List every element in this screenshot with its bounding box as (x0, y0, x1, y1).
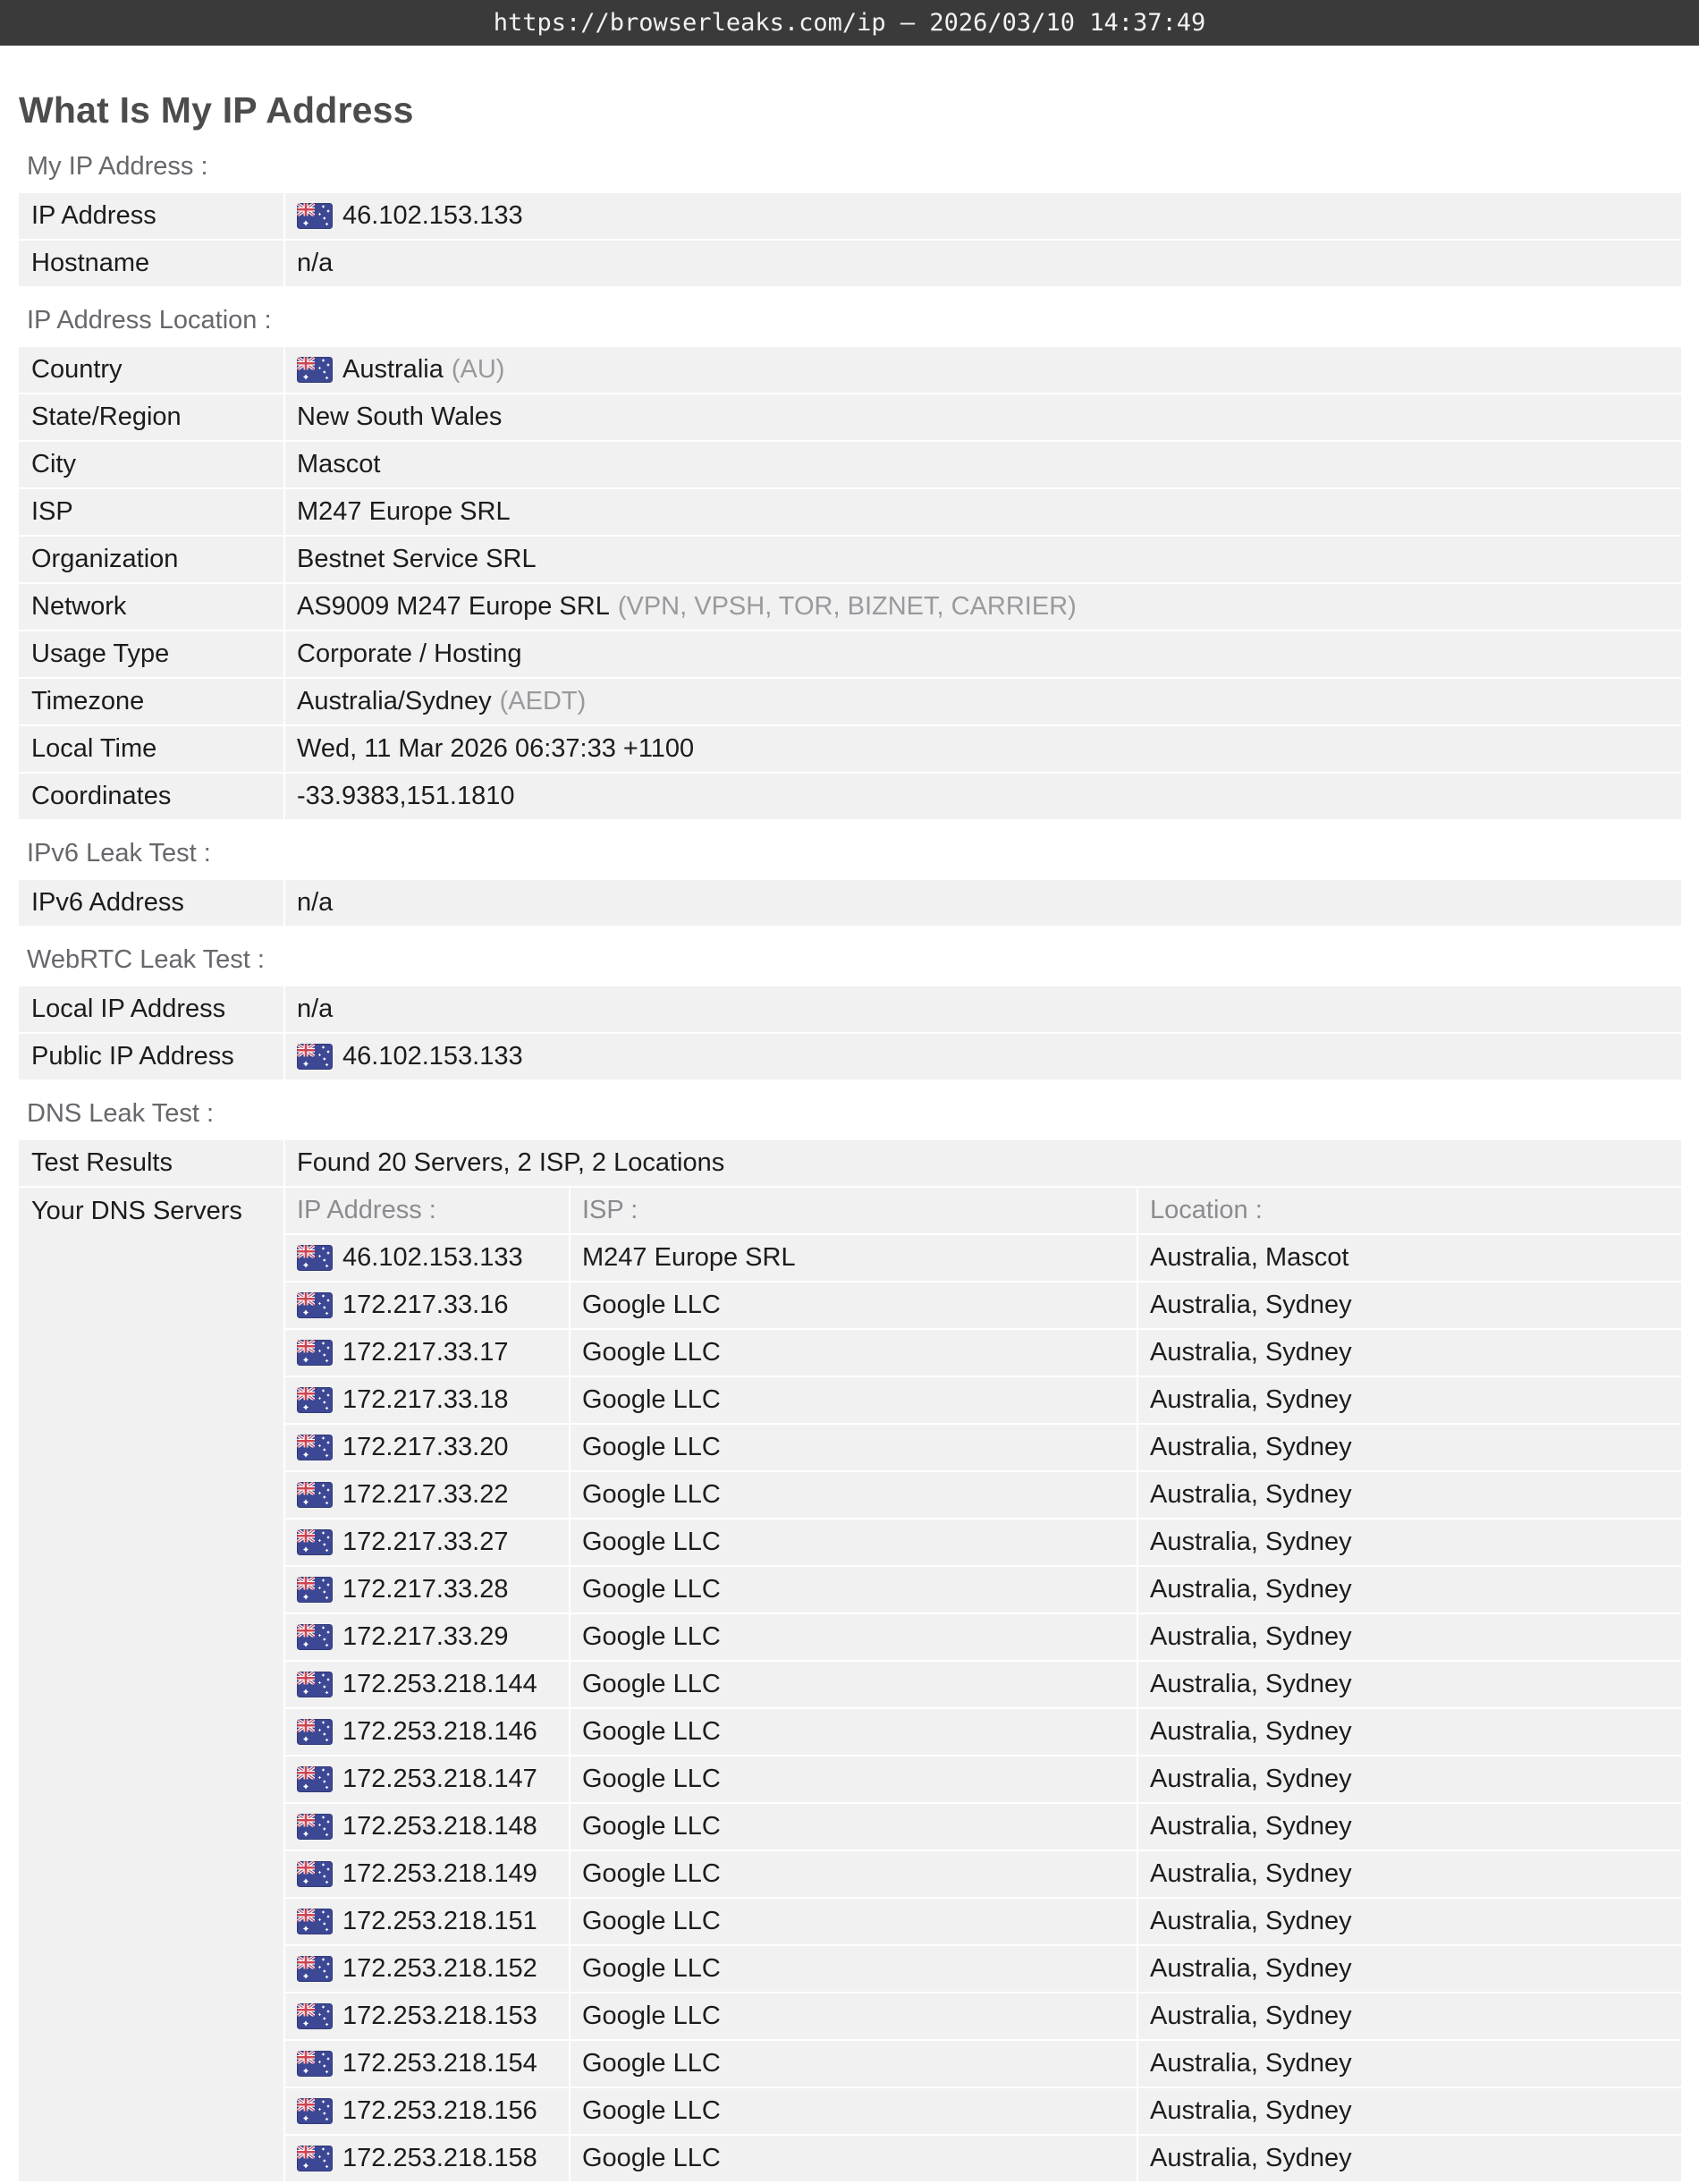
dns-server-isp: Google LLC (571, 1994, 1137, 2039)
row-value-text: Found 20 Servers, 2 ISP, 2 Locations (297, 1148, 725, 1177)
dns-server-ip (285, 1709, 569, 1755)
dns-servers-table (285, 1188, 1681, 2181)
au-flag-icon (297, 1245, 333, 1271)
dns-server-ip (285, 1377, 569, 1423)
au-flag-icon (297, 1529, 333, 1555)
row-value (285, 394, 1681, 440)
dns-server-location: Australia, Sydney (1138, 1899, 1681, 1944)
row-value-text: New South Wales (297, 402, 503, 431)
au-flag-icon (297, 1044, 333, 1070)
row-label: IPv6 Address (19, 880, 283, 926)
table-row (19, 584, 1681, 630)
dns-server-row (285, 1804, 1681, 1850)
dns-server-row (285, 1377, 1681, 1423)
dns-server-ip-text: 172.217.33.18 (342, 1385, 509, 1414)
row-label: City (19, 442, 283, 487)
dns-server-row (285, 1709, 1681, 1755)
dns-server-ip (285, 1614, 569, 1660)
dns-server-row (285, 1614, 1681, 1660)
row-value-suffix: (AU) (451, 355, 505, 384)
dns-server-location: Australia, Sydney (1138, 1472, 1681, 1518)
row-value (285, 880, 1681, 926)
section-label-ip-location: IP Address Location : (27, 306, 272, 334)
dns-server-isp: Google LLC (571, 1851, 1137, 1897)
dns-server-ip-text: 172.253.218.147 (342, 1765, 537, 1793)
dns-server-ip (285, 1472, 569, 1518)
au-flag-icon (297, 1766, 333, 1792)
row-value-text: n/a (297, 888, 334, 917)
au-flag-icon (297, 2098, 333, 2124)
dns-server-isp: Google LLC (571, 2136, 1137, 2181)
row-value (285, 537, 1681, 582)
row-label: Local IP Address (19, 986, 283, 1032)
section-label-ipv6: IPv6 Leak Test : (27, 839, 211, 868)
dns-server-row (285, 1282, 1681, 1328)
row-value (285, 489, 1681, 535)
au-flag-icon (297, 1482, 333, 1508)
row-value (285, 584, 1681, 630)
dns-server-location: Australia, Mascot (1138, 1235, 1681, 1281)
dns-server-ip (285, 1851, 569, 1897)
row-label: State/Region (19, 394, 283, 440)
dns-server-ip-text: 172.253.218.156 (342, 2096, 537, 2125)
table-row (19, 1034, 1681, 1079)
dns-server-location: Australia, Sydney (1138, 2041, 1681, 2087)
dns-server-isp: M247 Europe SRL (571, 1235, 1137, 1281)
row-label: ISP (19, 489, 283, 535)
dns-server-ip-text: 172.253.218.149 (342, 1859, 537, 1888)
row-label: Usage Type (19, 631, 283, 677)
dns-server-isp: Google LLC (571, 1709, 1137, 1755)
dns-server-isp: Google LLC (571, 1377, 1137, 1423)
row-label: Coordinates (19, 774, 283, 819)
au-flag-icon (297, 1909, 333, 1934)
dns-server-location: Australia, Sydney (1138, 1757, 1681, 1802)
dns-server-ip (285, 1946, 569, 1992)
dns-server-location: Australia, Sydney (1138, 1662, 1681, 1707)
dns-server-ip (285, 1425, 569, 1470)
au-flag-icon (297, 1292, 333, 1318)
dns-server-row (285, 2136, 1681, 2181)
dns-server-row (285, 1472, 1681, 1518)
au-flag-icon (297, 1814, 333, 1840)
dns-server-isp: Google LLC (571, 1425, 1137, 1470)
au-flag-icon (297, 1624, 333, 1650)
row-label: Organization (19, 537, 283, 582)
dns-server-location: Australia, Sydney (1138, 1804, 1681, 1850)
au-flag-icon (297, 1861, 333, 1887)
dns-server-location: Australia, Sydney (1138, 1709, 1681, 1755)
dns-server-location: Australia, Sydney (1138, 1330, 1681, 1376)
content (0, 88, 1699, 2181)
table-row (19, 394, 1681, 440)
dns-server-location: Australia, Sydney (1138, 1994, 1681, 2039)
dns-server-location: Australia, Sydney (1138, 2088, 1681, 2134)
table-my-ip (19, 193, 1681, 286)
table-row (19, 193, 1681, 239)
row-value-suffix: (AEDT) (499, 687, 587, 715)
dns-server-isp: Google LLC (571, 1330, 1137, 1376)
row-value-text: AS9009 M247 Europe SRL (297, 592, 610, 621)
row-value-text: 46.102.153.133 (342, 201, 523, 230)
dns-server-ip-text: 172.253.218.146 (342, 1717, 537, 1746)
table-row (19, 347, 1681, 393)
row-value (285, 1140, 1681, 1186)
dns-server-ip (285, 1757, 569, 1802)
dns-server-isp: Google LLC (571, 1472, 1137, 1518)
table-row (19, 537, 1681, 582)
dns-server-ip-text: 172.217.33.22 (342, 1480, 509, 1509)
dns-server-isp: Google LLC (571, 1519, 1137, 1565)
dns-server-ip-text: 172.253.218.148 (342, 1812, 537, 1841)
table-row (19, 241, 1681, 286)
table-webrtc (19, 986, 1681, 1079)
row-value (285, 986, 1681, 1032)
au-flag-icon (297, 1956, 333, 1982)
row-value (285, 442, 1681, 487)
dns-column-header: ISP : (571, 1188, 1137, 1233)
dns-server-location: Australia, Sydney (1138, 1946, 1681, 1992)
row-value-text: -33.9383,151.1810 (297, 782, 515, 810)
dns-server-row (285, 1425, 1681, 1470)
dns-server-location: Australia, Sydney (1138, 1425, 1681, 1470)
dns-server-row (285, 2041, 1681, 2087)
dns-server-ip-text: 172.253.218.144 (342, 1670, 537, 1698)
dns-server-row (285, 1662, 1681, 1707)
dns-header-row (285, 1188, 1681, 1233)
row-label: Local Time (19, 726, 283, 772)
au-flag-icon (297, 2146, 333, 2171)
table-row (19, 880, 1681, 926)
row-value-text: 46.102.153.133 (342, 1042, 523, 1071)
dns-server-row (285, 1757, 1681, 1802)
au-flag-icon (297, 1340, 333, 1366)
dns-server-ip-text: 172.253.218.151 (342, 1907, 537, 1935)
section-label-webrtc: WebRTC Leak Test : (27, 945, 265, 974)
dns-server-row (285, 1851, 1681, 1897)
dns-server-ip (285, 1662, 569, 1707)
dns-server-ip-text: 172.253.218.153 (342, 2002, 537, 2030)
dns-server-row (285, 1235, 1681, 1281)
table-ip-location (19, 347, 1681, 819)
dns-server-isp: Google LLC (571, 1662, 1137, 1707)
dns-server-location: Australia, Sydney (1138, 1851, 1681, 1897)
dns-server-ip (285, 1519, 569, 1565)
dns-server-ip (285, 1282, 569, 1328)
dns-servers-row (19, 1188, 1681, 2181)
dns-server-isp: Google LLC (571, 1614, 1137, 1660)
dns-server-row (285, 1567, 1681, 1613)
dns-server-ip (285, 2136, 569, 2181)
dns-server-isp: Google LLC (571, 1567, 1137, 1613)
table-row (19, 774, 1681, 819)
dns-server-ip-text: 172.217.33.29 (342, 1622, 509, 1651)
dns-server-ip (285, 1567, 569, 1613)
au-flag-icon (297, 2003, 333, 2029)
row-label: Timezone (19, 679, 283, 724)
au-flag-icon (297, 357, 333, 383)
dns-server-isp: Google LLC (571, 1757, 1137, 1802)
dns-server-row (285, 1330, 1681, 1376)
dns-server-ip-text: 172.217.33.17 (342, 1338, 509, 1367)
au-flag-icon (297, 1387, 333, 1413)
dns-server-location: Australia, Sydney (1138, 1614, 1681, 1660)
table-row (19, 986, 1681, 1032)
row-value-text: n/a (297, 249, 334, 277)
dns-server-row (285, 1946, 1681, 1992)
row-value (285, 1034, 1681, 1079)
row-value (285, 679, 1681, 724)
dns-server-isp: Google LLC (571, 2041, 1137, 2087)
dns-server-row (285, 1994, 1681, 2039)
row-value (285, 631, 1681, 677)
dns-server-row (285, 1899, 1681, 1944)
table-row (19, 489, 1681, 535)
dns-column-header: Location : (1138, 1188, 1681, 1233)
row-value-text: Mascot (297, 450, 381, 478)
dns-server-ip (285, 1330, 569, 1376)
dns-server-ip-text: 46.102.153.133 (342, 1243, 523, 1272)
row-value (285, 726, 1681, 772)
dns-server-ip (285, 2088, 569, 2134)
table-ipv6 (19, 880, 1681, 926)
row-label: Hostname (19, 241, 283, 286)
dns-servers-label: Your DNS Servers (19, 1188, 283, 2181)
table-row (19, 631, 1681, 677)
row-value (285, 774, 1681, 819)
row-label: Country (19, 347, 283, 393)
dns-server-ip (285, 1899, 569, 1944)
row-value (285, 347, 1681, 393)
dns-server-ip-text: 172.217.33.16 (342, 1291, 509, 1319)
row-value-text: Australia (342, 355, 444, 384)
table-row (19, 726, 1681, 772)
dns-server-ip-text: 172.253.218.152 (342, 1954, 537, 1983)
section-label-my-ip: My IP Address : (27, 152, 208, 181)
row-value-text: Corporate / Hosting (297, 639, 522, 668)
dns-server-ip (285, 1994, 569, 2039)
dns-server-ip-text: 172.217.33.27 (342, 1528, 509, 1556)
dns-server-location: Australia, Sydney (1138, 2136, 1681, 2181)
dns-server-ip-text: 172.253.218.154 (342, 2049, 537, 2078)
au-flag-icon (297, 2051, 333, 2077)
dns-server-isp: Google LLC (571, 1946, 1137, 1992)
dns-server-location: Australia, Sydney (1138, 1377, 1681, 1423)
row-value (285, 193, 1681, 239)
row-label: Public IP Address (19, 1034, 283, 1079)
row-value-text: Australia/Sydney (297, 687, 492, 715)
dns-column-header: IP Address : (285, 1188, 569, 1233)
page-title: What Is My IP Address (19, 89, 414, 131)
dns-server-row (285, 2088, 1681, 2134)
row-value-text: n/a (297, 995, 334, 1023)
dns-server-isp: Google LLC (571, 1899, 1137, 1944)
table-row (19, 1140, 1681, 1186)
dns-server-ip-text: 172.217.33.20 (342, 1433, 509, 1461)
dns-server-ip (285, 1235, 569, 1281)
table-dns (19, 1140, 1681, 2181)
row-label: Network (19, 584, 283, 630)
au-flag-icon (297, 203, 333, 229)
row-value-text: Bestnet Service SRL (297, 545, 537, 573)
address-bar-text: https://browserleaks.com/ip — 2026/03/10 14:37:49 (493, 9, 1206, 37)
au-flag-icon (297, 1435, 333, 1460)
section-label-dns: DNS Leak Test : (27, 1099, 215, 1128)
table-row (19, 442, 1681, 487)
row-value-text: M247 Europe SRL (297, 497, 511, 526)
dns-server-ip-text: 172.217.33.28 (342, 1575, 509, 1604)
au-flag-icon (297, 1672, 333, 1697)
dns-server-row (285, 1519, 1681, 1565)
dns-server-location: Australia, Sydney (1138, 1282, 1681, 1328)
au-flag-icon (297, 1719, 333, 1745)
row-value-suffix: (VPN, VPSH, TOR, BIZNET, CARRIER) (617, 592, 1077, 621)
dns-server-location: Australia, Sydney (1138, 1519, 1681, 1565)
dns-server-location: Australia, Sydney (1138, 1567, 1681, 1613)
table-row (19, 679, 1681, 724)
row-label: Test Results (19, 1140, 283, 1186)
address-bar (0, 0, 1699, 46)
row-value (285, 241, 1681, 286)
dns-server-isp: Google LLC (571, 1282, 1137, 1328)
au-flag-icon (297, 1577, 333, 1603)
dns-server-ip (285, 2041, 569, 2087)
dns-server-ip (285, 1804, 569, 1850)
dns-server-ip-text: 172.253.218.158 (342, 2144, 537, 2172)
sections-container (19, 152, 1681, 2181)
row-value-text: Wed, 11 Mar 2026 06:37:33 +1100 (297, 734, 695, 763)
row-label: IP Address (19, 193, 283, 239)
dns-server-isp: Google LLC (571, 2088, 1137, 2134)
dns-server-isp: Google LLC (571, 1804, 1137, 1850)
